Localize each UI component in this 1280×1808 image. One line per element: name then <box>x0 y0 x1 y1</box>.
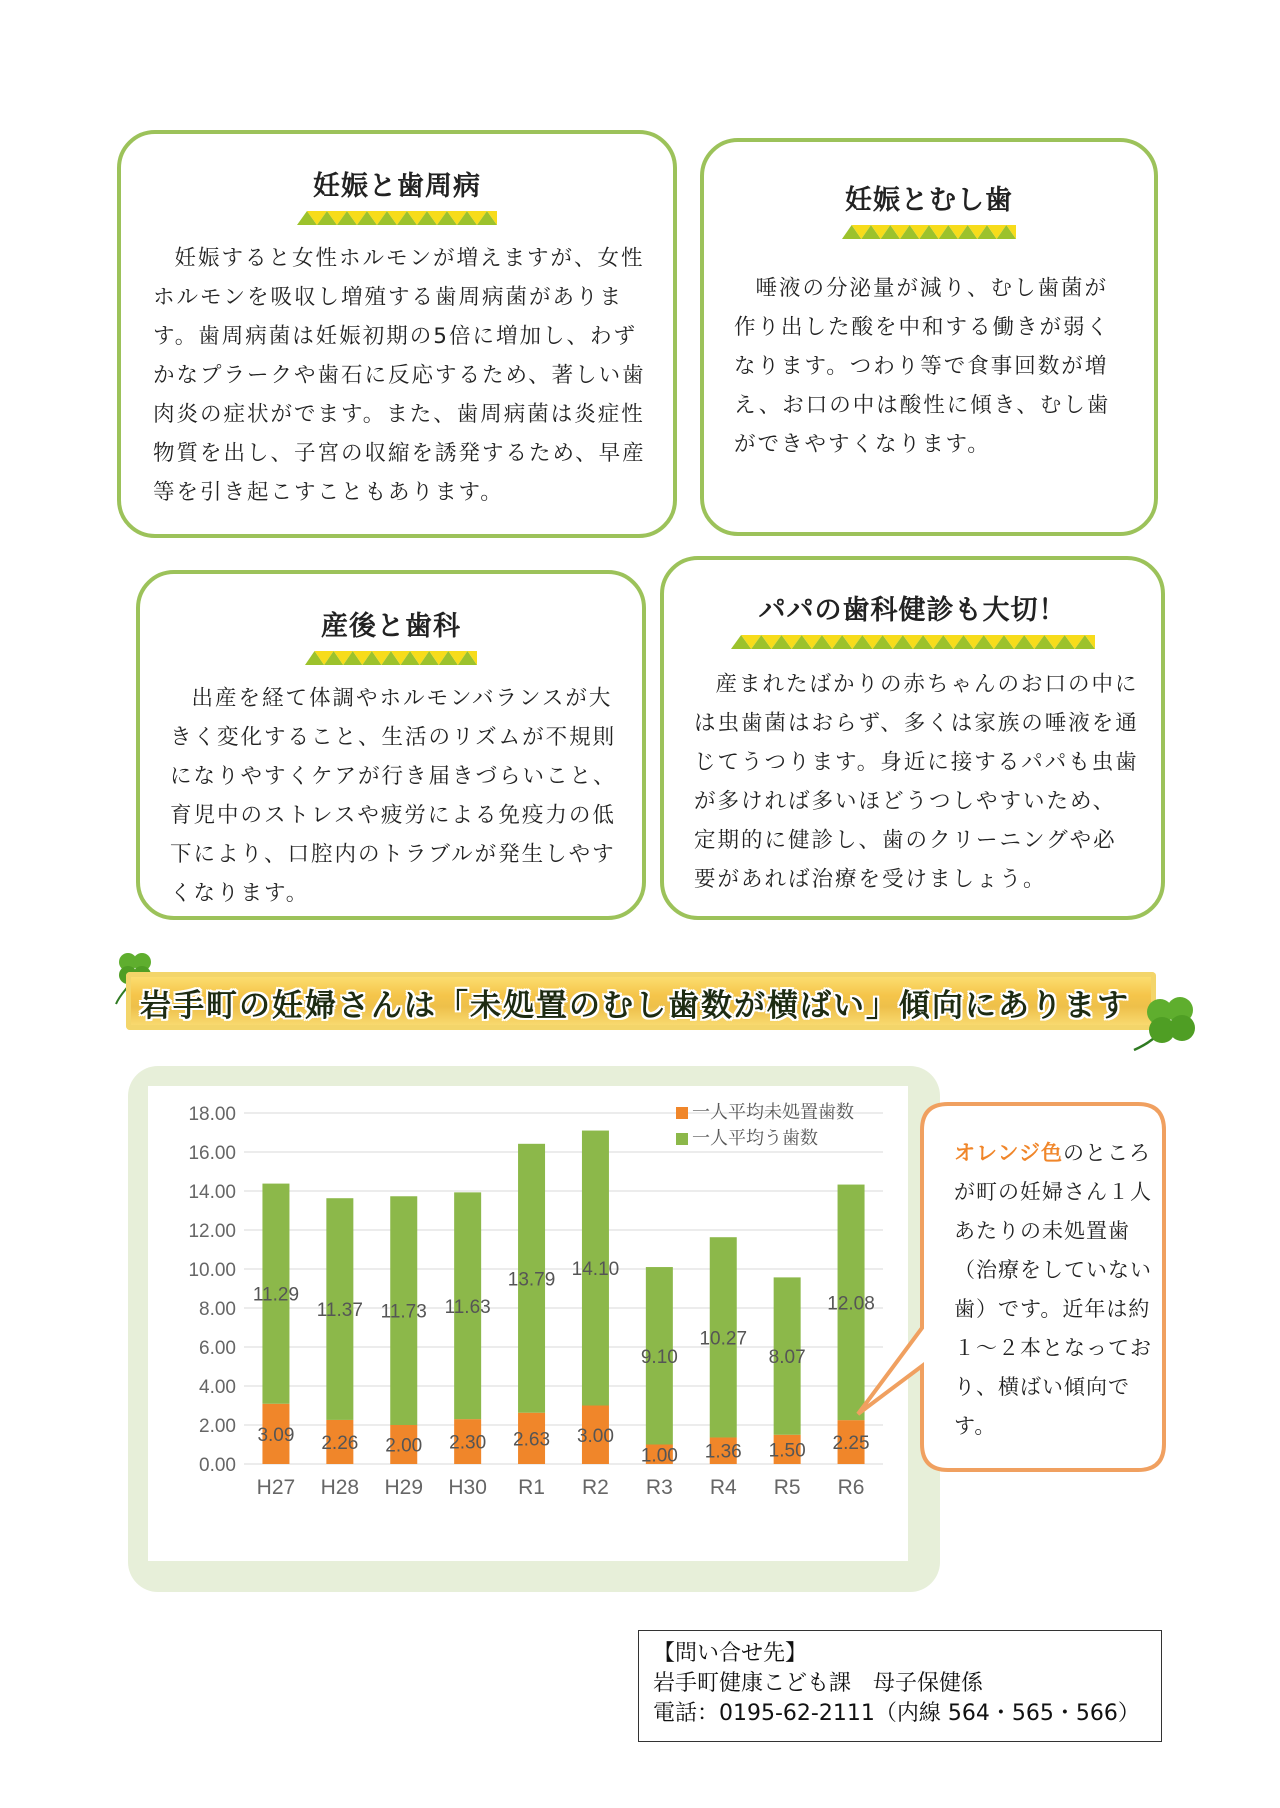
contact-heading: 【問い合せ先】 <box>653 1641 808 1666</box>
section-title: パパの歯科健診も大切！ <box>758 595 1067 626</box>
data-label-untreated: 2.00 <box>385 1435 423 1457</box>
triangle-divider <box>731 633 1095 649</box>
section-title: 妊娠と歯周病 <box>313 171 481 202</box>
data-label-untreated: 1.50 <box>768 1440 806 1462</box>
x-tick-label: R2 <box>582 1476 609 1499</box>
data-label-caries: 8.07 <box>768 1347 806 1369</box>
section-body: 産まれたばかりの赤ちゃんのお口の中には虫歯菌はおらず、多くは家族の唾液を通じてうつります。身近に接するパパも虫歯が多ければ多いほどうつしやすいため、定期的に健診し、歯のクリーニングや必要があれば治療を受けましょう。 <box>694 672 1139 892</box>
triangle-divider <box>842 223 1016 239</box>
contact-phone: 電話：0195-62-2111（内線 564・565・566） <box>653 1701 1140 1726</box>
x-tick-label: R6 <box>837 1476 865 1499</box>
banner-text: 岩手町の妊婦さんは「未処置のむし歯数が横ばい」傾向にあります <box>140 988 1130 1024</box>
triangle-divider <box>305 649 477 665</box>
data-label-untreated: 2.30 <box>449 1432 487 1454</box>
legend-label: 一人平均う歯数 <box>692 1128 818 1149</box>
data-label-caries: 11.73 <box>380 1301 427 1323</box>
y-tick-label: 10.00 <box>188 1260 236 1281</box>
y-tick-label: 8.00 <box>199 1299 236 1320</box>
data-label-untreated: 1.00 <box>640 1445 678 1467</box>
x-tick-label: H29 <box>384 1476 424 1499</box>
data-label-caries: 11.63 <box>444 1296 491 1318</box>
data-label-caries: 12.08 <box>827 1293 875 1315</box>
section-body: 出産を経て体調やホルモンバランスが大きく変化すること、生活のリズムが不規則になりやすくケアが行き届きづらいこと、育児中のストレスや疲労による免疫力の低下により、口腔内のトラブルが発生しやすくなります。 <box>170 686 617 906</box>
section-papa-checkup <box>660 556 1165 920</box>
legend-label: 一人平均未処置歯数 <box>692 1102 854 1123</box>
data-label-untreated: 2.25 <box>832 1433 870 1455</box>
y-tick-label: 16.00 <box>188 1143 236 1164</box>
section-pregnancy-caries <box>700 138 1158 536</box>
x-tick-label: H30 <box>448 1476 487 1499</box>
data-label-caries: 9.10 <box>640 1346 678 1368</box>
data-label-untreated: 2.26 <box>321 1432 359 1454</box>
x-tick-label: R3 <box>645 1476 673 1499</box>
y-tick-label: 12.00 <box>188 1221 236 1242</box>
chart-callout <box>918 1098 1170 1476</box>
callout-text <box>954 1134 1154 1446</box>
data-label-untreated: 3.00 <box>576 1425 614 1447</box>
callout-highlight: オレンジ色 <box>954 1141 1063 1165</box>
data-label-caries: 14.10 <box>571 1259 620 1281</box>
trend-banner <box>126 972 1156 1030</box>
data-label-caries: 13.79 <box>507 1269 556 1291</box>
y-tick-label: 4.00 <box>199 1377 236 1398</box>
x-tick-label: H27 <box>256 1476 296 1499</box>
data-label-untreated: 3.09 <box>257 1424 295 1446</box>
caries-bar-chart <box>148 1086 908 1561</box>
triangle-divider <box>297 209 497 225</box>
section-postpartum-dental <box>136 570 646 920</box>
y-tick-label: 0.00 <box>199 1455 236 1476</box>
x-tick-label: R5 <box>773 1476 801 1499</box>
legend-swatch <box>676 1107 688 1119</box>
data-label-untreated: 2.63 <box>513 1429 551 1451</box>
y-tick-label: 14.00 <box>188 1182 236 1203</box>
data-label-caries: 10.27 <box>699 1328 748 1350</box>
contact-dept: 岩手町健康こども課 母子保健係 <box>653 1671 984 1696</box>
legend-swatch <box>676 1133 688 1145</box>
section-pregnancy-periodontal <box>117 130 677 538</box>
callout-body: のところが町の妊婦さん１人あたりの未処置歯（治療をしていない歯）です。近年は約１～２本となっており、横ばい傾向です。 <box>954 1141 1152 1438</box>
x-tick-label: R4 <box>709 1476 737 1499</box>
y-tick-label: 6.00 <box>199 1338 236 1359</box>
clover-icon <box>1128 990 1208 1058</box>
contact-box <box>638 1630 1162 1742</box>
section-body: 唾液の分泌量が減り、むし歯菌が作り出した酸を中和する働きが弱くなります。つわり等で食事回数が増え、お口の中は酸性に傾き、むし歯ができやすくなります。 <box>734 276 1111 457</box>
section-title: 産後と歯科 <box>321 611 461 642</box>
section-title: 妊娠とむし歯 <box>845 185 1013 216</box>
y-tick-label: 2.00 <box>199 1416 236 1437</box>
data-label-caries: 11.29 <box>252 1284 300 1306</box>
x-tick-label: R1 <box>518 1476 545 1499</box>
section-body: 妊娠すると女性ホルモンが増えますが、女性ホルモンを吸収し増殖する歯周病菌があります。歯周病菌は妊娠初期の5倍に増加し、わずかなプラークや歯石に反応するため、著しい歯肉炎の症状がでます。また、歯周病菌は炎症性物質を出し、子宮の収縮を誘発するため、早産等を引き起こすこともあります。 <box>153 246 646 505</box>
data-label-caries: 11.37 <box>316 1300 363 1322</box>
x-tick-label: H28 <box>320 1476 360 1499</box>
data-label-untreated: 1.36 <box>704 1441 742 1463</box>
y-tick-label: 18.00 <box>188 1104 236 1125</box>
